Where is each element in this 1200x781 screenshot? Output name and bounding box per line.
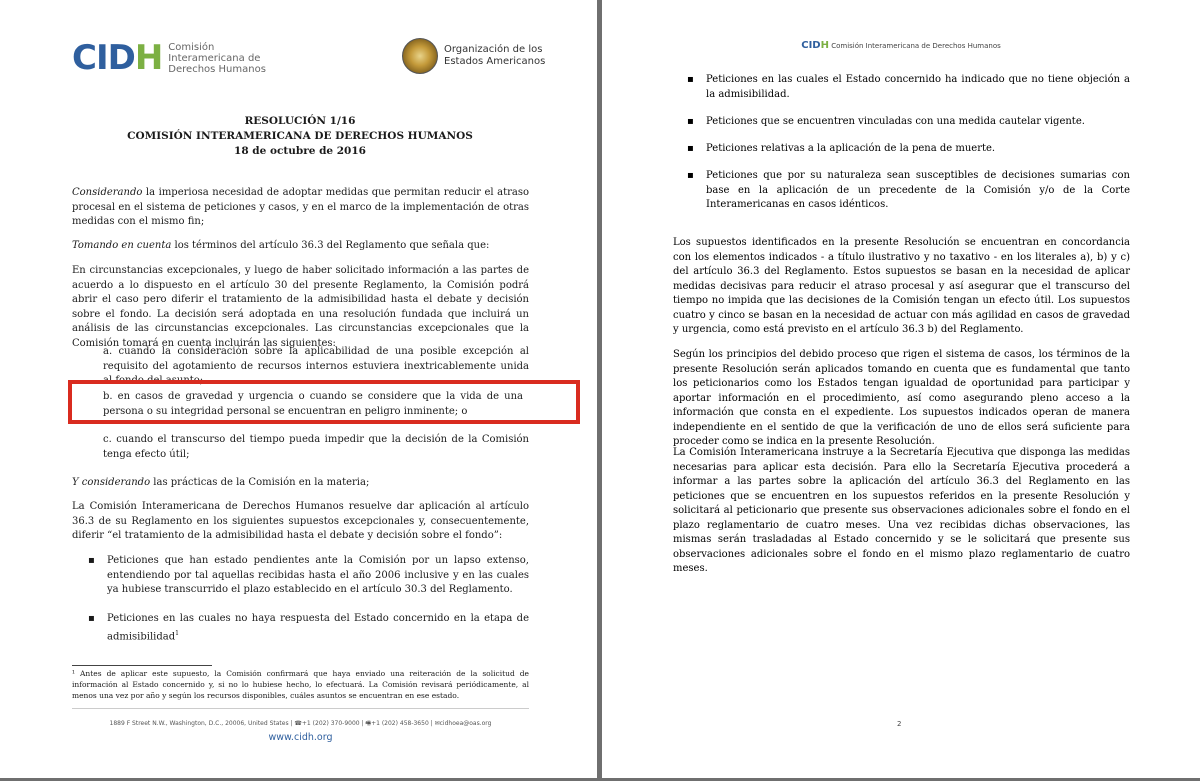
footnote-text: ¹ Antes de aplicar este supuesto, la Comisión confirmará que haya enviado una reiteración de la solicitud de información al Estado concernido y, si no lo hubiese hecho, lo efectuará. La Comisión revisará periódicamente, al menos una vez por año y según los recursos disponibles, cuáles asuntos se encuentran en ese estado.	[72, 669, 529, 700]
footer-divider	[72, 708, 529, 709]
paragraph-debido-proceso: Según los principios del debido proceso que rigen el sistema de casos, los términos de la presente Resolución serán aplicados tomando en cuenta que es fundamental que tanto los peticionarios como los Estados tengan igualdad de oportunidad para participar y aportar información en el procedimiento, así como asegurando pleno acceso a la información que consta en el expediente. Los supuestos indicados operan de manera independiente en el sentido de que la verificación de uno de ellos será suficiente para proceder como se indica en la presente Resolución.	[673, 349, 1130, 447]
footnote-divider	[72, 665, 212, 666]
cidh-small-logo: CIDH	[801, 40, 829, 51]
document-page-1	[0, 0, 597, 778]
list-item-a: a. cuando la consideración sobre la aplicabilidad de una posible excepción al requisito del agotamiento de recursos internos estuviera inextricablemente unida al fondo del asunto;	[103, 346, 529, 386]
bullet-item: ▪ Peticiones en las cuales el Estado concernido ha indicado que no tiene objeción a la admisibilidad.	[687, 74, 1130, 100]
list-item-b: b. en casos de gravedad y urgencia o cuando se considere que la vida de una persona o su integridad personal se encuentran en peligro inminente; o	[103, 391, 523, 417]
footnote-ref[interactable]: 1	[175, 629, 179, 637]
cidh-logo-name: Comisión Interamericana de Derechos Humanos	[168, 41, 266, 75]
bullet-item: ▪ Peticiones en las cuales no haya respuesta del Estado concernido en la etapa de admisibilidad$^1$	[88, 613, 529, 642]
page2-header: CIDH Comisión Interamericana de Derechos Humanos	[801, 40, 1001, 51]
paragraph-supuestos: Los supuestos identificados en la presente Resolución se encuentran en concordancia con los elementos indicados - a título ilustrativo y no taxativo - en los literales a), b) y c) del artículo 36.3 del Reglamento. Estos supuestos se basan en la necesidad de aplicar medidas decisivas para reducir el atraso procesal y así asegurar que el transcurso del tiempo no impida que las decisiones de la Comisión tengan un efecto útil. Los supuestos cuatro y cinco se basan en la necesidad de actuar con más agilidad en casos de gravedad y urgencia, como está previsto en el artículo 36.3 b) del Reglamento.	[673, 237, 1130, 335]
paragraph-yconsiderando: Y considerando las prácticas de la Comisión en la materia;	[72, 477, 370, 488]
page-number: 2	[897, 720, 902, 728]
bullet-item: ▪ Peticiones que han estado pendientes ante la Comisión por un lapso extenso, entendiendo por tal aquellas recibidas hasta el año 2006 inclusive y en las cuales ya hubiese transcurrido el plazo establecido en el artículo 30.3 del Reglamento.	[88, 555, 529, 595]
oea-logo-name: Organización de los Estados Americanos	[444, 44, 546, 67]
paragraph-resuelve: La Comisión Interamericana de Derechos Humanos resuelve dar aplicación al artículo 36.3 de su Reglamento en los siguientes supuestos excepcionales y, consecuentemente, diferir “el tratamiento de la admisibilidad hasta el debate y decisión sobre el fondo”:	[72, 501, 529, 541]
footer-address: 1889 F Street N.W., Washington, D.C., 20006, United States | ☎+1 (202) 370-9000 | 🖷+1 (202) 458-3650 | ✉cidhoea@oas.org	[109, 720, 492, 727]
cidh-logo-mark: CIDH	[72, 38, 163, 78]
paragraph-tomando: Tomando en cuenta los términos del artículo 36.3 del Reglamento que señala que:	[72, 240, 490, 251]
resolution-title: RESOLUCIÓN 1/16 COMISIÓN INTERAMERICANA DE DERECHOS HUMANOS 18 de octubre de 2016	[127, 115, 473, 157]
paragraph-considerando: Considerando la imperiosa necesidad de adoptar medidas que permitan reducir el atraso procesal en el sistema de peticiones y casos, y en el marco de la implementación de otras medidas con el mismo fin;	[72, 187, 529, 227]
cidh-logo	[72, 38, 266, 78]
paragraph-secretaria: La Comisión Interamericana instruye a la Secretaría Ejecutiva que disponga las medidas necesarias para aplicar esta decisión. Para ello la Secretaría Ejecutiva procederá a informar a las partes sobre la aplicación del artículo 36.3 del Reglamento en las peticiones que se encuentren en los supuestos referidos en la presente Resolución y solicitará al peticionario que presente sus observaciones adicionales sobre el fondo en el plazo reglamentario de cuatro meses. Una vez recibidas dichas observaciones, las mismas serán trasladadas al Estado concernido y se le solicitará que presente sus observaciones adicionales sobre el fondo en el mismo plazo reglamentario de cuatro meses.	[673, 447, 1130, 574]
oea-seal-icon	[402, 38, 438, 74]
list-item-c: c. cuando el transcurso del tiempo pueda impedir que la decisión de la Comisión tenga efecto útil;	[103, 434, 529, 460]
paragraph-circunstancias: En circunstancias excepcionales, y luego de haber solicitado información a las partes de acuerdo a lo dispuesto en el artículo 30 del presente Reglamento, la Comisión podrá abrir el caso pero diferir el tratamiento de la admisibilidad hasta el debate y decisión sobre el fondo. La decisión será adoptada en una resolución fundada que incluirá un análisis de las circunstancias excepcionales. Las circunstancias excepcionales que la Comisión tomará en cuenta incluirán las siguientes:	[72, 265, 529, 349]
bullet-item: ▪ Peticiones que por su naturaleza sean susceptibles de decisiones sumarias con base en la aplicación de un precedente de la Comisión y/o de la Corte Interamericanas en casos idénticos.	[687, 170, 1130, 210]
footer-url-link[interactable]: www.cidh.org	[268, 732, 333, 743]
bullet-item: ▪ Peticiones relativas a la aplicación de la pena de muerte.	[687, 143, 996, 154]
bullet-item: ▪ Peticiones que se encuentren vinculadas con una medida cautelar vigente.	[687, 116, 1085, 127]
oea-logo	[402, 38, 545, 74]
